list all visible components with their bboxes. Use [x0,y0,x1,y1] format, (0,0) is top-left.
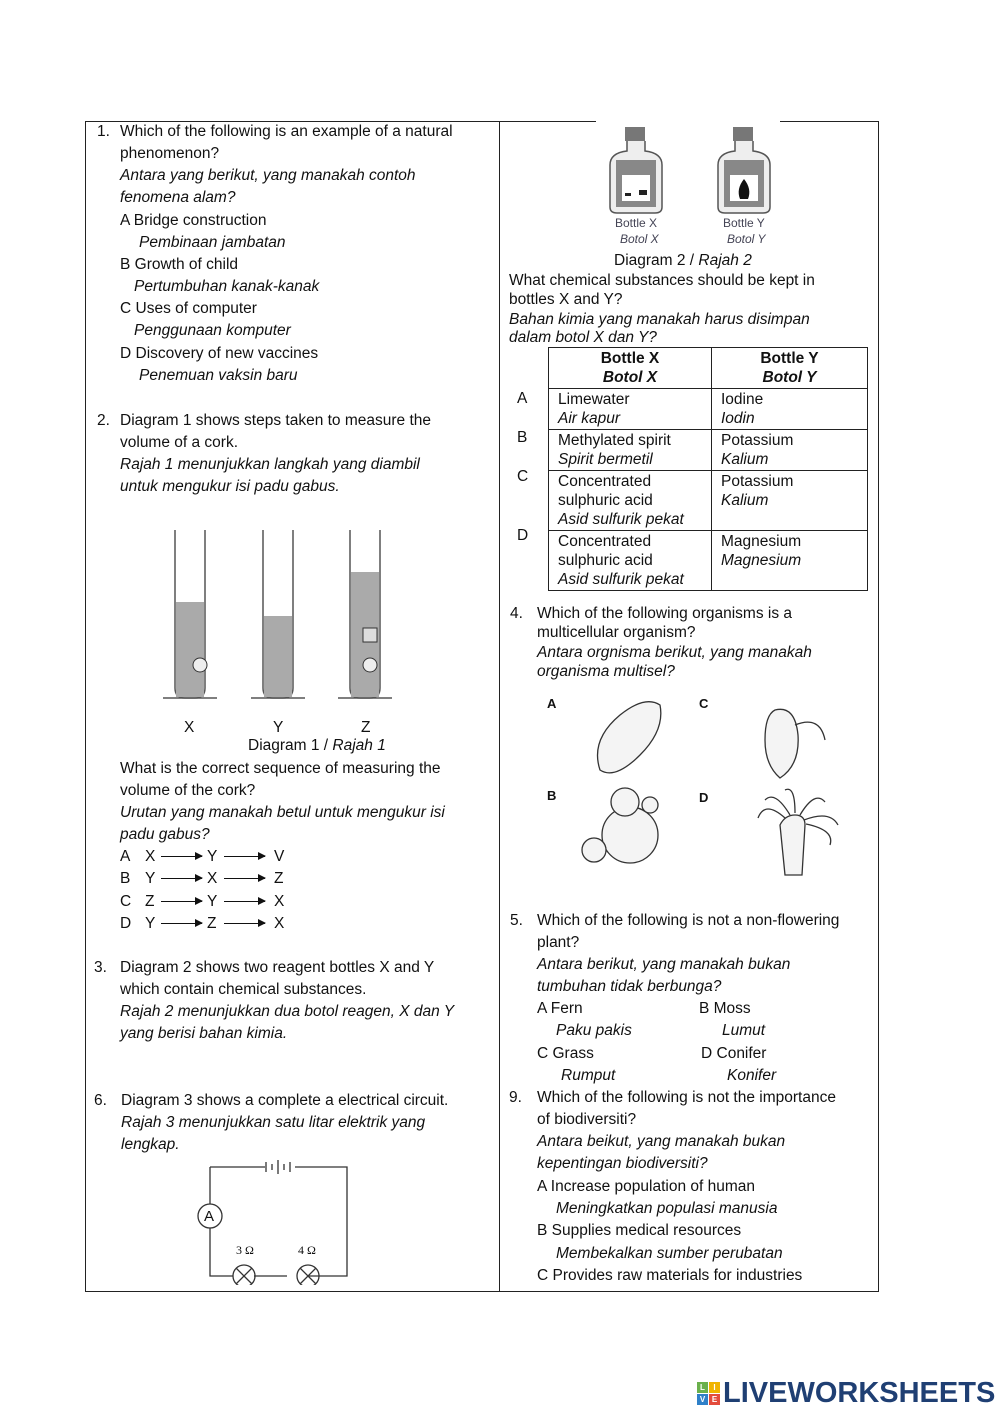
q4-text-ms: organisma multisel? [537,663,675,680]
option-letter: C [120,892,132,910]
bottle-x-label: Bottle X [615,216,658,230]
sequence-step: Z [145,892,155,910]
cylinder-label-z: Z [361,719,371,736]
logo-letter: V [697,1394,708,1405]
bottle-x-substance: Methylated spirit [558,432,671,449]
organism-label-b: B [547,788,557,803]
bottle-x-cell [549,389,712,430]
header-botol-x: Botol X [602,369,658,386]
bottle-y-substance-ms: Iodin [721,410,755,427]
table-row [549,531,868,591]
option-letter: B [120,870,131,888]
cylinder-label-y: Y [273,719,284,736]
q2-text: volume of a cork. [120,434,239,451]
q4-text: Which of the following organisms is a [537,605,793,622]
logo-text: LIVEWORKSHEETS [723,1377,996,1409]
q5-option-d-ms: Konifer [727,1067,777,1084]
arrow-icon [161,923,202,924]
q2-option-d [120,915,131,933]
bottle-x-substance: Limewater [558,391,630,408]
bottle-y-cell [712,389,868,430]
bottle-y-substance-ms: Kalium [721,451,769,468]
q1-text-ms: fenomena alam? [120,189,236,206]
arrow-icon [161,878,202,879]
q9-text: of biodiversiti? [537,1111,637,1128]
arrow-icon [224,856,265,857]
bottle-y-cell [712,531,868,591]
bottle-y-substance-ms: Magnesium [721,552,802,569]
option-letter: A [120,848,131,865]
bottle-x-substance-ms: Asid sulfurik pekat [558,571,684,588]
q6-text-ms: lengkap. [121,1136,180,1153]
sequence-step: Y [207,848,218,865]
sequence-step: X [274,892,285,910]
q9-option-a: A Increase population of human [537,1178,756,1195]
q1-option-c: C Uses of computer [120,300,257,317]
caption-ms: Rajah 2 [698,252,752,269]
sequence-step: Y [145,870,156,888]
table-row-label: D [517,527,529,544]
table-row [549,471,868,531]
arrow-icon [224,878,265,879]
q5-text-ms: Antara berikut, yang manakah bukan [537,956,791,973]
q5-text: Which of the following is not a non-flowering [537,912,840,929]
bottle-x-cell [549,471,712,531]
q2-question: volume of the cork? [120,782,256,799]
bottle-x-cell [549,531,712,591]
q1-option-b: B Growth of child [120,256,239,273]
arrow-icon [224,901,265,902]
q2-text-ms: Rajah 1 menunjukkan langkah yang diambil [120,456,420,473]
column-divider [499,121,500,1291]
q9-number: 9. [509,1089,522,1106]
q9-text: Which of the following is not the importance [537,1089,836,1106]
q3-text-ms: Rajah 2 menunjukkan dua botol reagen, X dan Y [120,1003,455,1020]
logo-squares-icon [697,1382,720,1405]
q5-option-c: C Grass [537,1045,594,1062]
diagram2-caption [614,252,752,270]
q3-question-ms: Bahan kimia yang manakah harus disimpan [509,311,810,328]
q1-option-a: A Bridge construction [120,212,267,229]
bottle-y-substance: Magnesium [721,533,802,550]
q2-option-c [120,893,131,911]
organism-label-c: C [699,696,709,711]
q2-number: 2. [97,412,110,429]
bottle-x-substance: sulphuric acid [558,492,653,509]
header-botol-y: Botol Y [762,369,817,386]
q2-option-b [120,870,130,888]
q5-text: plant? [537,934,580,951]
resistor-3-ohm-label: 3 Ω [236,1243,254,1257]
q2-question-ms: padu gabus? [120,826,210,843]
reagent-bottles-diagram [605,125,785,217]
header-bottle-y: Bottle Y [760,350,819,367]
q2-option-a [120,848,130,866]
arrow-icon [161,901,202,902]
bottle-y-cell [712,471,868,531]
q3-text: Diagram 2 shows two reagent bottles X and Y [120,959,435,976]
q4-text-ms: Antara orgnisma berikut, yang manakah [537,644,812,661]
table-row-label: A [517,390,528,407]
q5-option-c-ms: Rumput [561,1067,616,1084]
sequence-step: Z [274,870,284,888]
organisms-diagram [580,690,850,880]
bottle-x-cell [549,430,712,471]
sequence-step: Y [145,914,156,932]
bottle-x-substance: sulphuric acid [558,552,653,569]
table-row-label: C [517,468,529,485]
q9-option-b: B Supplies medical resources [537,1222,742,1239]
bottle-x-substance-ms: Air kapur [558,410,621,427]
q6-text: Diagram 3 shows a complete a electrical circuit. [121,1092,449,1109]
logo-letter: L [697,1382,708,1393]
q2-text: Diagram 1 shows steps taken to measure the [120,412,432,429]
sequence-step: Z [207,914,217,932]
organism-label-a: A [547,696,557,711]
bottle-x-substance-ms: Asid sulfurik pekat [558,511,684,528]
bottle-y-substance: Potassium [721,432,794,449]
q4-text: multicellular organism? [537,624,696,641]
q1-option-a-ms: Pembinaan jambatan [139,234,286,251]
logo-letter: I [709,1382,720,1393]
q5-option-d: D Conifer [701,1045,767,1062]
q5-text-ms: tumbuhan tidak berbunga? [537,978,722,995]
bottle-y-substance: Potassium [721,473,794,490]
caption-ms: Rajah 1 [332,737,386,754]
caption-en: Diagram 1 / [248,737,333,754]
bottle-y-cell [712,430,868,471]
q4-number: 4. [510,605,523,622]
bottle-y-substance-ms: Kalium [721,492,769,509]
q1-option-c-ms: Penggunaan komputer [134,322,291,339]
arrow-icon [161,856,202,857]
ammeter-label: A [204,1208,215,1225]
circuit-diagram [190,1155,360,1285]
q5-option-a: A Fern [537,1000,583,1017]
table-row [549,430,868,471]
table-row [549,389,868,430]
sequence-step: Y [207,892,218,910]
amoeba-a [598,702,661,773]
q9-text-ms: kepentingan biodiversiti? [537,1155,708,1172]
q1-text-ms: Antara yang berikut, yang manakah contoh [120,167,416,184]
q3-question: bottles X and Y? [509,291,623,308]
q2-text-ms: untuk mengukur isi padu gabus. [120,478,340,495]
q2-question-ms: Urutan yang manakah betul untuk mengukur isi [120,804,445,821]
q9-option-b-ms: Membekalkan sumber perubatan [556,1245,783,1262]
logo-letter: E [709,1394,720,1405]
q1-text: phenomenon? [120,145,220,162]
q6-number: 6. [94,1092,107,1109]
cylinder-label-x: X [184,719,195,736]
liveworksheets-logo [697,1377,995,1410]
bottle-y-label: Bottle Y [723,216,765,230]
q1-option-d-ms: Penemuan vaksin baru [139,367,298,384]
q1-option-d: D Discovery of new vaccines [120,345,319,362]
diagram1-caption [248,737,386,755]
chemical-options-table [548,347,868,591]
q5-option-b-ms: Lumut [722,1022,766,1039]
arrow-icon [224,923,265,924]
botol-y-label: Botol Y [727,232,766,246]
bottle-x-substance: Concentrated [558,473,652,490]
bottle-x-substance: Concentrated [558,533,652,550]
botol-x-label: Botol X [620,232,659,246]
bottle-x-substance-ms: Spirit bermetil [558,451,653,468]
q3-text-ms: yang berisi bahan kimia. [120,1025,288,1042]
q9-option-c: C Provides raw materials for industries [537,1267,803,1284]
q3-question: What chemical substances should be kept in [509,272,815,289]
q6-text-ms: Rajah 3 menunjukkan satu litar elektrik yang [121,1114,426,1131]
measuring-cylinders-diagram [155,520,405,715]
q3-question-ms: dalam botol X dan Y? [509,329,657,346]
q1-number: 1. [97,123,110,140]
q1-text: Which of the following is an example of a natural [120,123,453,140]
sequence-step: X [207,870,218,888]
sequence-step: X [145,848,156,865]
header-bottle-x: Bottle X [600,350,660,367]
sequence-step: V [274,848,285,865]
caption-en: Diagram 2 / [614,252,699,269]
q5-option-a-ms: Paku pakis [556,1022,632,1039]
q5-option-b: B Moss [699,1000,751,1017]
q3-number: 3. [94,959,107,976]
organism-label-d: D [699,790,709,805]
q1-option-b-ms: Pertumbuhan kanak-kanak [134,278,320,295]
q5-number: 5. [510,912,523,929]
table-row-label: B [517,429,528,446]
q3-text: which contain chemical substances. [120,981,367,998]
resistor-4-ohm-label: 4 Ω [298,1243,316,1257]
option-letter: D [120,914,132,932]
table-header [549,348,868,389]
sequence-step: X [274,914,285,932]
q9-option-a-ms: Meningkatkan populasi manusia [556,1200,778,1217]
q9-text-ms: Antara beikut, yang manakah bukan [537,1133,786,1150]
q2-question: What is the correct sequence of measuring the [120,760,441,777]
frame-gap [596,119,780,124]
bottle-y-substance: Iodine [721,391,764,408]
